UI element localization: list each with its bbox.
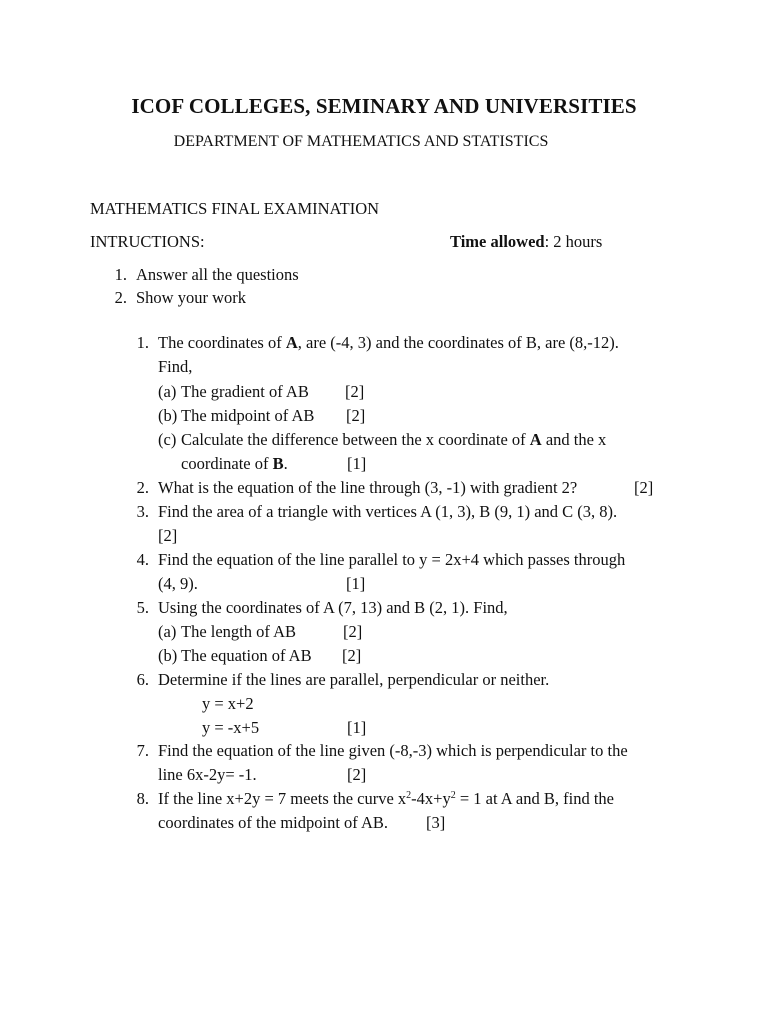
exam-title: MATHEMATICS FINAL EXAMINATION — [90, 199, 380, 218]
question-number: 5. — [136, 598, 149, 617]
subpart-text: The gradient of AB — [181, 382, 309, 401]
instruction-item: Show your work — [136, 288, 246, 307]
superscript: 2 — [450, 790, 456, 801]
text-segment: . — [283, 454, 288, 473]
subpart-text — [181, 454, 288, 474]
subpart-label: (b) — [158, 646, 178, 665]
question-text: Find the area of a triangle with vertices A (1, 3), B (9, 1) and C (3, 8). — [158, 502, 618, 521]
text-segment: and the x — [541, 430, 607, 449]
time-allowed — [450, 232, 602, 252]
marks: [2] — [345, 382, 365, 401]
question-text: Determine if the lines are parallel, perpendicular or neither. — [158, 670, 550, 689]
subpart-text: The length of AB — [181, 622, 297, 641]
subpart-text: The equation of AB — [181, 646, 312, 665]
question-number: 4. — [136, 550, 149, 569]
time-allowed-value: : 2 hours — [544, 232, 603, 251]
department-title: DEPARTMENT OF MATHEMATICS AND STATISTICS — [173, 133, 549, 150]
time-allowed-label: Time allowed — [450, 232, 545, 251]
question-number: 7. — [136, 741, 149, 760]
question-text: coordinates of the midpoint of AB. — [158, 813, 389, 832]
marks: [2] — [342, 646, 362, 665]
marks: [2] — [158, 526, 178, 545]
instruction-item: Answer all the questions — [136, 265, 299, 284]
equation: y = -x+5 — [202, 718, 260, 737]
text-segment: , are (-4, 3) and the coordinates of B, are (8,-12). — [297, 333, 619, 352]
question-number: 2. — [136, 478, 149, 497]
text-segment: The coordinates of — [158, 333, 286, 352]
equation: y = x+2 — [202, 694, 254, 713]
question-number: 3. — [136, 502, 149, 521]
instruction-number: 2. — [114, 288, 127, 307]
superscript: 2 — [406, 790, 412, 801]
marks: [2] — [346, 406, 366, 425]
question-text: Find the equation of the line parallel to y = 2x+4 which passes through — [158, 550, 626, 569]
subpart-text — [181, 430, 606, 450]
subpart-text: The midpoint of AB — [181, 406, 315, 425]
marks: [1] — [346, 574, 366, 593]
marks: [1] — [347, 718, 367, 737]
text-segment: Calculate the difference between the x coordinate of — [181, 430, 530, 449]
institution-title: ICOF COLLEGES, SEMINARY AND UNIVERSITIES — [131, 94, 637, 118]
bold-segment: B — [272, 454, 284, 473]
subpart-label: (a) — [158, 622, 177, 641]
question-text — [158, 789, 614, 809]
subpart-label: (c) — [158, 430, 177, 449]
question-number: 8. — [136, 789, 149, 808]
question-text: (4, 9). — [158, 574, 198, 593]
question-text: Find, — [158, 357, 193, 376]
text-segment: -4x+y — [411, 789, 451, 808]
question-text: line 6x-2y= -1. — [158, 765, 257, 784]
bold-segment: A — [285, 333, 298, 352]
text-segment: coordinate of — [181, 454, 273, 473]
marks: [2] — [634, 478, 654, 497]
marks: [2] — [343, 622, 363, 641]
bold-segment: A — [529, 430, 542, 449]
question-number: 1. — [136, 333, 149, 352]
instruction-number: 1. — [114, 265, 127, 284]
question-text: What is the equation of the line through (3, -1) with gradient 2? — [158, 478, 578, 497]
marks: [1] — [347, 454, 367, 473]
question-text: Using the coordinates of A (7, 13) and B (2, 1). Find, — [158, 598, 508, 617]
question-text: Find the equation of the line given (-8,-3) which is perpendicular to the — [158, 741, 628, 760]
marks: [2] — [347, 765, 367, 784]
text-segment: = 1 at A and B, find the — [455, 789, 614, 808]
instructions-label: INTRUCTIONS: — [90, 232, 205, 251]
text-segment: If the line x+2y = 7 meets the curve x — [158, 789, 407, 808]
question-text — [158, 333, 619, 353]
marks: [3] — [426, 813, 446, 832]
question-number: 6. — [136, 670, 149, 689]
subpart-label: (b) — [158, 406, 178, 425]
subpart-label: (a) — [158, 382, 177, 401]
